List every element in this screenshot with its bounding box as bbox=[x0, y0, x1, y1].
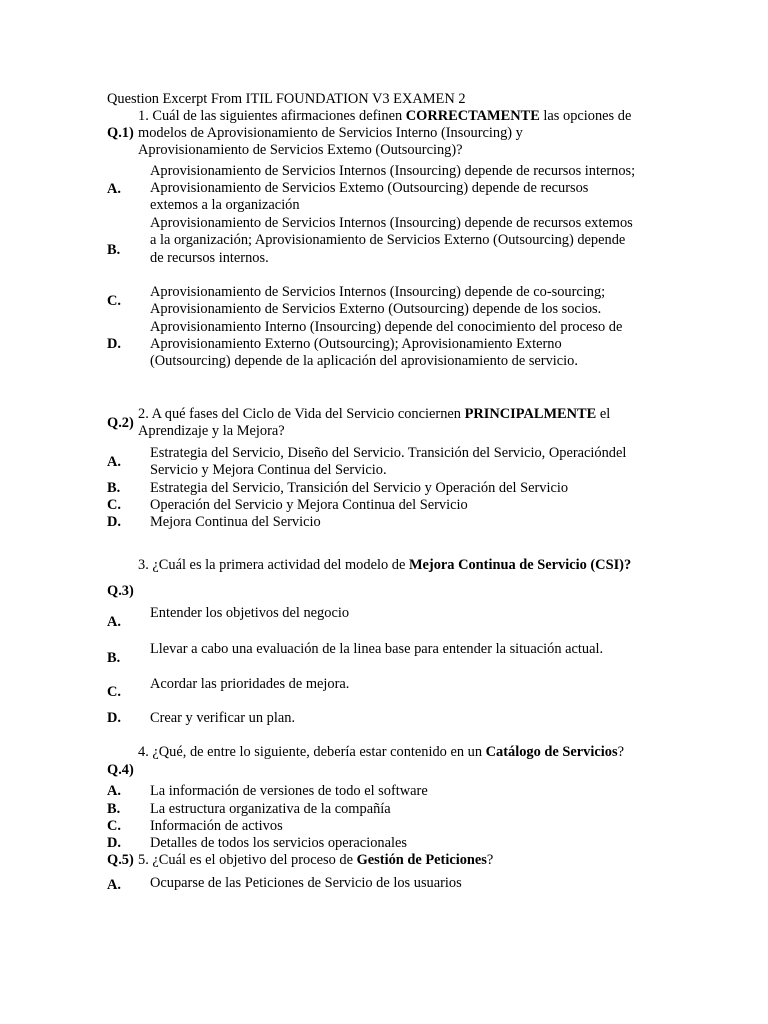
question-2-line-2: Aprendizaje y la Mejora? bbox=[138, 423, 285, 439]
question-5-option-a-line-1: Ocuparse de las Peticiones de Servicio de los usuarios bbox=[150, 875, 462, 891]
question-2-line-1 bbox=[138, 406, 610, 423]
question-5-label: Q.5) bbox=[107, 852, 134, 868]
question-1-option-a-line-2: Aprovisionamiento de Servicios Extemo (Outsourcing) depende de recursos bbox=[150, 180, 589, 196]
question-4-option-a-label: A. bbox=[107, 783, 121, 799]
question-2-option-a-line-2: Servicio y Mejora Continua del Servicio. bbox=[150, 462, 387, 478]
question-4-option-b-label: B. bbox=[107, 801, 121, 817]
question-1-option-b-line-3: de recursos internos. bbox=[150, 250, 269, 266]
question-3-option-d-label: D. bbox=[107, 710, 121, 726]
question-5-line-1 bbox=[138, 852, 493, 869]
question-4-text-a: 4. ¿Qué, de entre lo siguiente, debería estar contenido en un bbox=[138, 744, 486, 760]
question-1-option-d-line-2: Aprovisionamiento Externo (Outsourcing); Aprovisionamiento Externo bbox=[150, 336, 562, 352]
question-3-option-b-label: B. bbox=[107, 650, 121, 666]
question-2-option-a-label: A. bbox=[107, 454, 121, 470]
question-1-option-c-line-1: Aprovisionamiento de Servicios Internos (Insourcing) depende de co-sourcing; bbox=[150, 284, 606, 300]
question-3-option-a-label: A. bbox=[107, 614, 121, 630]
question-3-line-1 bbox=[138, 557, 631, 574]
question-3-emphasis: Mejora Continua de Servicio (CSI)? bbox=[408, 557, 632, 573]
question-4-label: Q.4) bbox=[107, 762, 134, 778]
question-1-text-a: 1. Cuál de las siguientes afirmaciones definen bbox=[138, 108, 406, 124]
question-3-text-a: 3. ¿Cuál es la primera actividad del modelo de bbox=[138, 557, 409, 573]
question-2-option-b-line-1: Estrategia del Servicio, Transición del Servicio y Operación del Servicio bbox=[150, 480, 569, 496]
question-1-option-b-line-2: a la organización; Aprovisionamiento de Servicios Externo (Outsourcing) depende bbox=[150, 232, 626, 248]
question-1-option-b-label: B. bbox=[107, 242, 121, 258]
question-2-text-b: el bbox=[596, 406, 611, 422]
question-1-text-b: las opciones de bbox=[539, 108, 632, 124]
question-5-text-a: 5. ¿Cuál es el objetivo del proceso de bbox=[138, 852, 357, 868]
question-4-emphasis: Catálogo de Servicios bbox=[485, 744, 618, 760]
question-5-emphasis: Gestión de Peticiones bbox=[356, 852, 487, 868]
question-1-label: Q.1) bbox=[107, 125, 134, 141]
question-2-emphasis: PRINCIPALMENTE bbox=[464, 406, 597, 422]
question-2-option-a-line-1: Estrategia del Servicio, Diseño del Servicio. Transición del Servicio, Operacióndel bbox=[150, 445, 627, 461]
question-1-option-b-line-1: Aprovisionamiento de Servicios Internos (Insourcing) depende de recursos extemos bbox=[150, 215, 633, 231]
question-1-option-d-line-1: Aprovisionamiento Interno (Insourcing) depende del conocimiento del proceso de bbox=[150, 319, 623, 335]
question-2-option-b-label: B. bbox=[107, 480, 121, 496]
question-3-label: Q.3) bbox=[107, 583, 134, 599]
question-4-text-b: ? bbox=[617, 744, 624, 760]
question-1-option-c-label: C. bbox=[107, 293, 121, 309]
question-1-line-2: modelos de Aprovisionamiento de Servicios Interno (Insourcing) y bbox=[138, 125, 523, 141]
question-2-option-c-label: C. bbox=[107, 497, 121, 513]
question-3-option-b-line-1: Llevar a cabo una evaluación de la linea base para entender la situación actual. bbox=[150, 641, 604, 657]
question-1-option-c-line-2: Aprovisionamiento de Servicios Externo (Outsourcing) depende de los socios. bbox=[150, 301, 602, 317]
question-1-option-a-label: A. bbox=[107, 181, 121, 197]
question-2-option-c-line-1: Operación del Servicio y Mejora Continua del Servicio bbox=[150, 497, 468, 513]
question-2-option-d-line-1: Mejora Continua del Servicio bbox=[150, 514, 321, 530]
question-4-option-d-label: D. bbox=[107, 835, 121, 851]
question-4-line-1 bbox=[138, 744, 624, 761]
question-3-option-c-line-1: Acordar las prioridades de mejora. bbox=[150, 676, 350, 692]
question-4-option-c-label: C. bbox=[107, 818, 121, 834]
question-1-option-a-line-3: extemos a la organización bbox=[150, 197, 300, 213]
question-4-option-a-line-1: La información de versiones de todo el software bbox=[150, 783, 428, 799]
document-header: Question Excerpt From ITIL FOUNDATION V3 EXAMEN 2 bbox=[107, 91, 466, 107]
question-1-line-1 bbox=[138, 108, 631, 125]
question-4-option-b-line-1: La estructura organizativa de la compañía bbox=[150, 801, 391, 817]
question-1-option-a-line-1: Aprovisionamiento de Servicios Internos (Insourcing) depende de recursos internos; bbox=[150, 163, 636, 179]
question-2-text-a: 2. A qué fases del Ciclo de Vida del Servicio conciernen bbox=[138, 406, 465, 422]
question-1-emphasis: CORRECTAMENTE bbox=[405, 108, 540, 124]
question-3-option-a-line-1: Entender los objetivos del negocio bbox=[150, 605, 350, 621]
question-4-option-d-line-1: Detalles de todos los servicios operacionales bbox=[150, 835, 407, 851]
question-1-line-3: Aprovisionamiento de Servicios Extemo (Outsourcing)? bbox=[138, 142, 463, 158]
question-4-option-c-line-1: Información de activos bbox=[150, 818, 283, 834]
question-1-option-d-line-3: (Outsourcing) depende de la aplicación del aprovisionamiento de servicio. bbox=[150, 353, 578, 369]
question-1-option-d-label: D. bbox=[107, 336, 121, 352]
question-3-option-d-line-1: Crear y verificar un plan. bbox=[150, 710, 296, 726]
question-3-option-c-label: C. bbox=[107, 684, 121, 700]
question-2-option-d-label: D. bbox=[107, 514, 121, 530]
question-5-option-a-label: A. bbox=[107, 877, 121, 893]
question-2-label: Q.2) bbox=[107, 415, 134, 431]
question-5-text-b: ? bbox=[486, 852, 494, 868]
